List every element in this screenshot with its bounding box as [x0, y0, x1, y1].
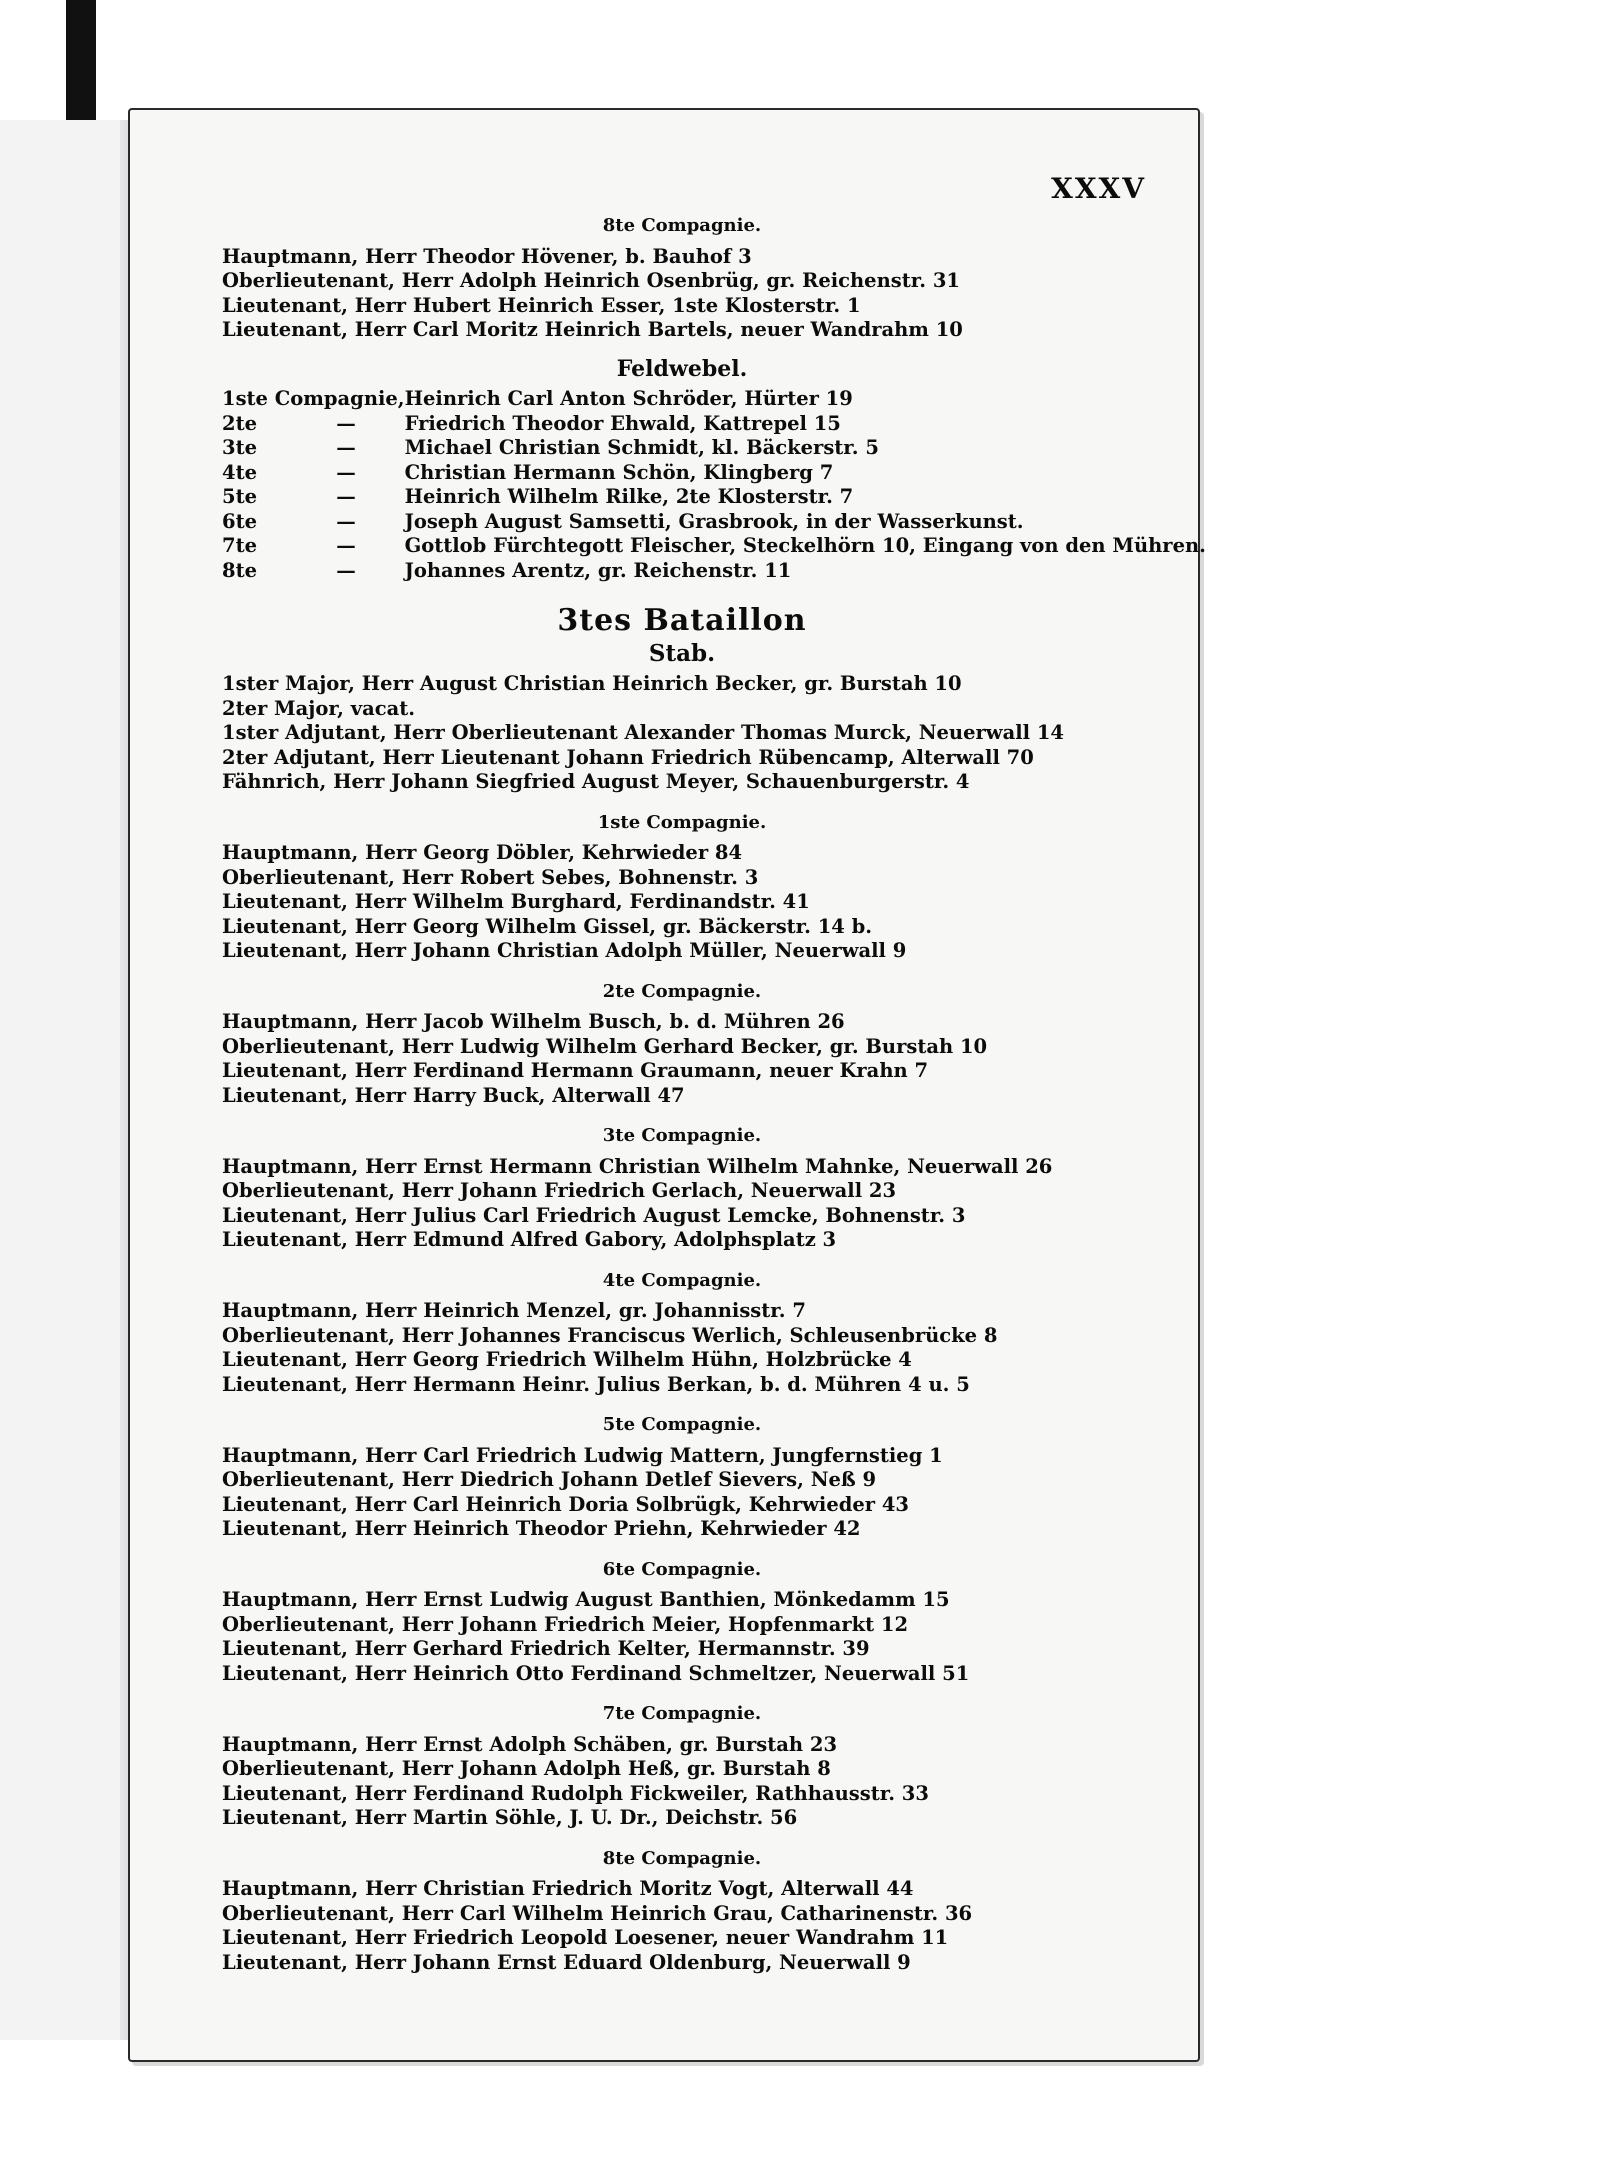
compagnie-heading: 2te Compagnie.: [602, 980, 762, 1002]
feldwebel-compagnie: 8te: [222, 558, 257, 582]
officer-entry: Oberlieutenant, Herr Carl Wilhelm Heinrich Grau, Catharinenstr. 36: [222, 1901, 973, 1925]
feldwebel-compagnie: 7te: [222, 534, 257, 557]
compagnie-heading: 5te Compagnie.: [602, 1414, 762, 1435]
officer-entry: Hauptmann, Herr Heinrich Menzel, gr. Johannisstr. 7: [222, 1299, 806, 1322]
compagnie-block: [222, 1124, 1142, 1253]
officer-entry: Oberlieutenant, Herr Diedrich Johann Detlef Sievers, Neß 9: [222, 1468, 877, 1491]
compagnie-block: [222, 1558, 1142, 1687]
feldwebel-compagnie: 6te: [222, 509, 257, 533]
compagnie-heading: 6te Compagnie.: [602, 1558, 762, 1580]
officer-entry: Lieutenant, Herr Julius Carl Friedrich August Lemcke, Bohnenstr. 3: [222, 1203, 966, 1227]
officer-entry: Lieutenant, Herr Edmund Alfred Gabory, Adolphsplatz 3: [222, 1228, 837, 1251]
battalion-block: [222, 603, 1142, 1975]
feldwebel-row: [222, 559, 1206, 584]
officer-entry: Hauptmann, Herr Christian Friedrich Moritz Vogt, Alterwall 44: [222, 1877, 914, 1900]
feldwebel-compagnie: 2te: [222, 411, 257, 435]
top-compagnie-block: [222, 214, 1142, 343]
feldwebel-compagnie: 4te: [222, 460, 257, 484]
officer-entry: Lieutenant, Herr Georg Wilhelm Gissel, gr. Bäckerstr. 14 b.: [222, 914, 873, 938]
compagnie-block: [222, 1702, 1142, 1831]
officer-entry: Lieutenant, Herr Johann Ernst Eduard Oldenburg, Neuerwall 9: [222, 1950, 911, 1974]
officer-entry: Oberlieutenant, Herr Johann Friedrich Meier, Hopfenmarkt 12: [222, 1612, 909, 1636]
feldwebel-row: [222, 510, 1206, 535]
officer-entry: Oberlieutenant, Herr Johann Adolph Heß, gr. Burstah 8: [222, 1757, 831, 1780]
stab-heading: Stab.: [648, 639, 716, 667]
document-page: [128, 108, 1206, 2062]
feldwebel-row: [222, 534, 1206, 559]
battalion-heading: 3tes Bataillon: [557, 603, 807, 638]
compagnie-heading: 1ste Compagnie.: [597, 811, 767, 833]
officer-entry: Oberlieutenant, Herr Ludwig Wilhelm Gerhard Becker, gr. Burstah 10: [222, 1034, 988, 1058]
ditto-dash: —: [336, 509, 356, 533]
compagnie-heading: 3te Compagnie.: [602, 1125, 762, 1146]
ditto-dash: —: [336, 436, 356, 459]
stab-entry: 2ter Adjutant, Herr Lieutenant Johann Friedrich Rübencamp, Alterwall 70: [222, 745, 1034, 769]
compagnie-heading: 7te Compagnie.: [602, 1703, 762, 1724]
officer-entry: Lieutenant, Herr Gerhard Friedrich Kelter, Hermannstr. 39: [222, 1637, 870, 1660]
officer-entry: Lieutenant, Herr Ferdinand Hermann Graumann, neuer Krahn 7: [222, 1059, 929, 1082]
feldwebel-row: [222, 412, 1206, 437]
feldwebel-entry: Michael Christian Schmidt, kl. Bäckerstr. 5: [404, 436, 879, 459]
officer-entry: Lieutenant, Herr Ferdinand Rudolph Fickweiler, Rathhausstr. 33: [222, 1781, 929, 1805]
compagnie-block: [222, 1847, 1142, 1976]
compagnie-block: [222, 811, 1142, 964]
feldwebel-compagnie: 5te: [222, 485, 257, 508]
officer-entry: Oberlieutenant, Herr Johannes Franciscus Werlich, Schleusenbrücke 8: [222, 1323, 998, 1347]
feldwebel-entry: Gottlob Fürchtegott Fleischer, Steckelhörn 10, Eingang von den Mühren.: [404, 534, 1206, 557]
feldwebel-entry: Heinrich Wilhelm Rilke, 2te Klosterstr. 7: [404, 485, 854, 508]
officer-entry: Lieutenant, Herr Heinrich Theodor Priehn, Kehrwieder 42: [222, 1517, 861, 1540]
feldwebel-heading: Feldwebel.: [616, 355, 748, 382]
feldwebel-row: [222, 387, 1206, 412]
feldwebel-entry: Joseph August Samsetti, Grasbrook, in der Wasserkunst.: [404, 509, 1024, 533]
stab-entry: 1ster Major, Herr August Christian Heinrich Becker, gr. Burstah 10: [222, 672, 962, 695]
officer-entry: Hauptmann, Herr Ernst Hermann Christian Wilhelm Mahnke, Neuerwall 26: [222, 1154, 1053, 1178]
compagnie-block: [222, 980, 1142, 1109]
officer-entry: Hauptmann, Herr Georg Döbler, Kehrwieder 84: [222, 841, 743, 864]
compagnie-heading: 8te Compagnie.: [602, 215, 762, 236]
ditto-dash: —: [336, 558, 356, 582]
officer-entry: Lieutenant, Herr Heinrich Otto Ferdinand Schmeltzer, Neuerwall 51: [222, 1661, 970, 1685]
page-number: XXXV: [1051, 172, 1146, 205]
feldwebel-compagnie: 3te: [222, 436, 257, 459]
officer-entry: Lieutenant, Herr Johann Christian Adolph Müller, Neuerwall 9: [222, 939, 907, 962]
compagnie-heading: 4te Compagnie.: [602, 1269, 762, 1291]
compagnie-block: [222, 1269, 1142, 1398]
page-content: [222, 214, 1206, 1975]
feldwebel-entry: Johannes Arentz, gr. Reichenstr. 11: [404, 558, 792, 582]
feldwebel-row: [222, 485, 1206, 510]
officer-entry: Lieutenant, Herr Martin Söhle, J. U. Dr., Deichstr. 56: [222, 1806, 798, 1829]
officer-entry: Oberlieutenant, Herr Robert Sebes, Bohnenstr. 3: [222, 865, 759, 889]
ditto-dash: —: [336, 534, 356, 557]
officer-entry: Lieutenant, Herr Friedrich Leopold Loesener, neuer Wandrahm 11: [222, 1926, 949, 1949]
stab-entry: 2ter Major, vacat.: [222, 696, 416, 720]
feldwebel-table: [222, 387, 1206, 583]
compagnie-heading: 8te Compagnie.: [602, 1847, 762, 1869]
officer-entry: Lieutenant, Herr Carl Heinrich Doria Solbrügk, Kehrwieder 43: [222, 1492, 909, 1516]
stab-entry: Fähnrich, Herr Johann Siegfried August Meyer, Schauenburgerstr. 4: [222, 770, 970, 793]
officer-entry: Lieutenant, Herr Harry Buck, Alterwall 47: [222, 1083, 685, 1107]
binding-edge: [66, 0, 96, 120]
feldwebel-entry: Friedrich Theodor Ehwald, Kattrepel 15: [404, 411, 841, 435]
officer-entry: Lieutenant, Herr Hermann Heinr. Julius Berkan, b. d. Mühren 4 u. 5: [222, 1372, 970, 1396]
officer-entry: Lieutenant, Herr Carl Moritz Heinrich Bartels, neuer Wandrahm 10: [222, 318, 963, 341]
officer-entry: Oberlieutenant, Herr Adolph Heinrich Osenbrüg, gr. Reichenstr. 31: [222, 269, 960, 292]
officer-entry: Hauptmann, Herr Theodor Hövener, b. Bauhof 3: [222, 244, 752, 268]
officer-entry: Hauptmann, Herr Ernst Adolph Schäben, gr. Burstah 23: [222, 1732, 838, 1756]
officer-entry: Hauptmann, Herr Jacob Wilhelm Busch, b. d. Mühren 26: [222, 1010, 845, 1033]
stab-entry: 1ster Adjutant, Herr Oberlieutenant Alexander Thomas Murck, Neuerwall 14: [222, 721, 1064, 744]
officer-entry: Hauptmann, Herr Ernst Ludwig August Banthien, Mönkedamm 15: [222, 1588, 950, 1611]
feldwebel-row: [222, 461, 1206, 486]
officer-entry: Lieutenant, Herr Hubert Heinrich Esser, 1ste Klosterstr. 1: [222, 293, 861, 317]
ditto-dash: —: [336, 411, 356, 435]
feldwebel-row: [222, 436, 1206, 461]
officer-entry: Lieutenant, Herr Georg Friedrich Wilhelm Hühn, Holzbrücke 4: [222, 1348, 912, 1371]
officer-entry: Oberlieutenant, Herr Johann Friedrich Gerlach, Neuerwall 23: [222, 1179, 897, 1202]
feldwebel-block: [222, 355, 1206, 584]
ditto-dash: —: [336, 460, 356, 484]
feldwebel-entry: Christian Hermann Schön, Klingberg 7: [404, 460, 834, 484]
feldwebel-entry: Heinrich Carl Anton Schröder, Hürter 19: [404, 387, 853, 410]
officer-entry: Lieutenant, Herr Wilhelm Burghard, Ferdinandstr. 41: [222, 890, 810, 913]
compagnie-block: [222, 1413, 1142, 1542]
ditto-dash: —: [336, 485, 356, 508]
feldwebel-compagnie: 1ste Compagnie,: [222, 387, 405, 410]
officer-entry: Hauptmann, Herr Carl Friedrich Ludwig Mattern, Jungfernstieg 1: [222, 1443, 943, 1467]
